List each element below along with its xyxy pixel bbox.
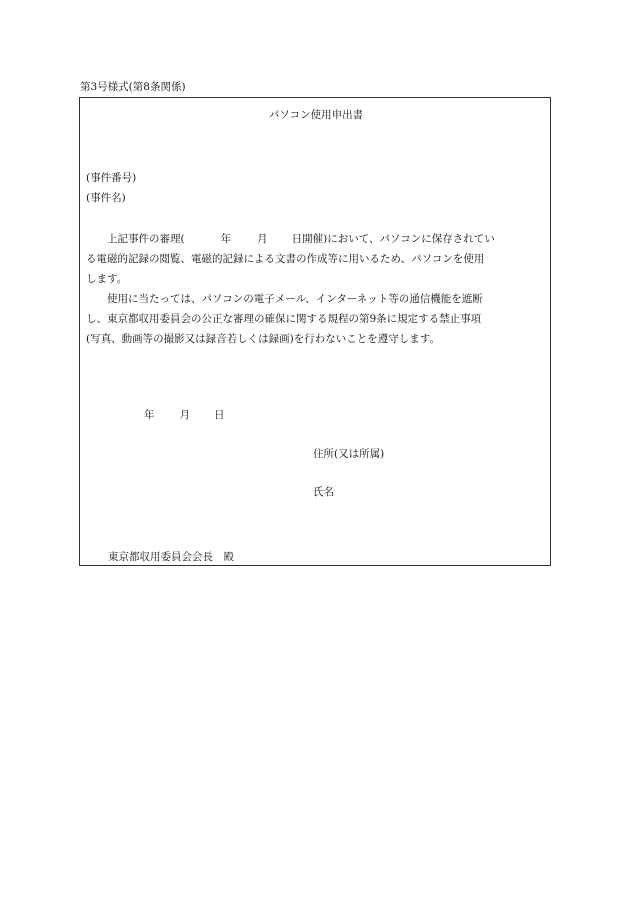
compliance-line-2: し、東京都収用委員会の公正な審理の確保に関する規程の第9条に規定する禁止事項 (86, 313, 482, 325)
case-name-label: (事件名) (86, 192, 126, 204)
addressee: 東京都収用委員会会長 殿 (108, 551, 234, 563)
request-line-3: します。 (86, 273, 128, 285)
application-form-frame (79, 97, 551, 566)
name-label: 氏名 (313, 486, 334, 498)
hearing-year-label: 年 (220, 233, 232, 245)
address-label: 住所(又は所属) (313, 448, 385, 460)
form-number-label: 第3号様式(第8条関係) (80, 81, 186, 93)
submission-date (144, 410, 225, 421)
request-line-1 (86, 229, 544, 249)
date-day-label: 日 (214, 409, 225, 421)
compliance-paragraph (86, 289, 544, 349)
hearing-text-start: 上記事件の審理( (107, 233, 185, 245)
request-paragraph (86, 229, 544, 289)
date-year-label: 年 (144, 409, 155, 421)
case-number-label: (事件番号) (86, 172, 137, 184)
compliance-line-3: (写真、動画等の撮影又は録音若しくは録画)を行わないことを遵守します。 (86, 333, 440, 345)
date-month-label: 月 (179, 409, 190, 421)
hearing-text-end: 日開催)において、パソコンに保存されてい (291, 233, 495, 245)
request-line-2: る電磁的記録の閲覧、電磁的記録による文書の作成等に用いるため、パソコンを使用 (86, 253, 485, 265)
form-title: パソコン使用申出書 (268, 109, 364, 121)
hearing-month-label: 月 (257, 233, 268, 245)
compliance-line-1: 使用に当たっては、パソコンの電子メール、インターネット等の通信機能を遮断 (107, 293, 483, 305)
